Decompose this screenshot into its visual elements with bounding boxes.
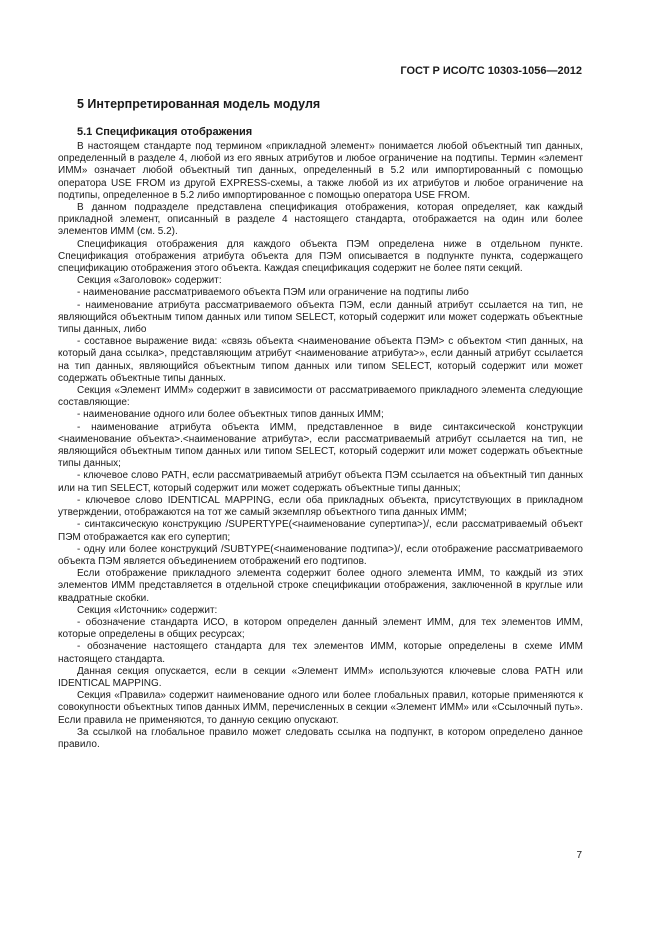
paragraph: В данном подразделе представлена спецификация отображения, которая определяет, как каждый прикладной элемент, описанный в разделе 4 настоящего стандарта, отображается на один или более элементов ИММ (см. 5.2).	[58, 202, 583, 238]
paragraph: Секция «Элемент ИММ» содержит в зависимости от рассматриваемого прикладного элемента следующие составляющие:	[58, 385, 583, 409]
list-item: - обозначение настоящего стандарта для тех элементов ИММ, которые определены в схеме ИММ настоящего стандарта.	[58, 641, 583, 665]
section-heading: 5 Интерпретированная модель модуля	[77, 97, 321, 111]
list-item: - составное выражение вида: «связь объекта <наименование объекта ПЭМ> с объектом <тип данных, на который дана ссылка>, представляющим атрибут <наименование атрибута>», если данный атрибут ссылается на тип данных, являющийся объектным типом данных или типом SELECT, который содержит или может содержать объектные типы данных.	[58, 336, 583, 384]
paragraph: За ссылкой на глобальное правило может следовать ссылка на подпункт, в котором определено данное правило.	[58, 726, 583, 750]
list-item: - ключевое слово IDENTICAL MAPPING, если оба прикладных объекта, присутствующих в прикладном утверждении, отображаются на тот же самый экземпляр объектного типа данных ИММ;	[58, 494, 583, 519]
document-header: ГОСТ Р ИСО/ТС 10303-1056—2012	[400, 65, 582, 77]
paragraph: Секция «Заголовок» содержит:	[77, 275, 222, 287]
list-item: - наименование атрибута рассматриваемого объекта ПЭМ, если данный атрибут ссылается на тип, не являющийся объектным типом данных или типом SELECT, который содержит или может содержать объектные типы данных, либо	[58, 299, 583, 336]
page-number: 7	[576, 850, 582, 861]
list-item: - наименование одного или более объектных типов данных ИММ;	[77, 409, 384, 421]
body-text	[58, 141, 583, 751]
paragraph: Данная секция опускается, если в секции «Элемент ИММ» используются ключевые слова PATH или IDENTICAL MAPPING.	[58, 665, 583, 689]
list-item: - одну или более конструкций /SUBTYPE(<наименование подтипа>)/, если отображение рассматриваемого объекта ПЭМ является объединением отображений его подтипов.	[58, 543, 583, 567]
paragraph: Если отображение прикладного элемента содержит более одного элемента ИММ, то каждый из этих элементов ИММ представляется в отдельной строке спецификации отображения, заключенной в круглые или квадратные скобки.	[58, 568, 583, 604]
paragraph: Спецификация отображения для каждого объекта ПЭМ определена ниже в отдельном пункте. Спецификация отображения атрибута объекта для ПЭМ описывается в подпункте пункта, содержащего спецификацию отображения этого объекта. Каждая спецификация содержит не более пяти секций.	[58, 238, 583, 275]
list-item: - синтаксическую конструкцию /SUPERTYPE(<наименование супертипа>)/, если рассматриваемый объект ПЭМ отображается как его супертип;	[58, 519, 583, 543]
list-item: - наименование атрибута объекта ИММ, представленное в виде синтаксической конструкции <наименование объекта>.<наименование атрибута>, если рассматриваемый атрибут ссылается на тип, не являющийся объектным типом данных или типом SELECT, который содержит или может содержать объектные типы данных;	[58, 421, 583, 470]
paragraph: Секция «Источник» содержит:	[77, 604, 218, 616]
list-item: - наименование рассматриваемого объекта ПЭМ или ограничение на подтипы либо	[77, 287, 469, 299]
paragraph: Секция «Правила» содержит наименование одного или более глобальных правил, которые применяются к совокупности объектных типов данных ИММ, перечисленных в секции «Элемент ИММ» или «Ссылочный путь». Если правила не применяются, то данную секцию опускают.	[58, 690, 583, 726]
paragraph: В настоящем стандарте под термином «прикладной элемент» понимается любой объектный тип данных, определенный в разделе 4, любой из его явных атрибутов и любое ограничение на подтипы. Термин «элемент ИММ» означает любой объектный тип данных, определенный в 5.2 или импортированный с помощью оператора USE FROM из другой EXPRESS-схемы, а также любой из их атрибутов и любое ограничение на подтипы, определенное в 5.2 либо импортированное с помощью оператора USE FROM.	[58, 141, 583, 201]
list-item: - обозначение стандарта ИСО, в котором определен данный элемент ИММ, для тех элементов ИММ, которые определены в общих ресурсах;	[58, 616, 583, 641]
subsection-heading: 5.1 Спецификация отображения	[77, 126, 253, 138]
list-item: - ключевое слово PATH, если рассматриваемый атрибут объекта ПЭМ ссылается на объектный тип данных или на тип SELECT, который содержит или может содержать объектные типы данных;	[58, 470, 583, 494]
